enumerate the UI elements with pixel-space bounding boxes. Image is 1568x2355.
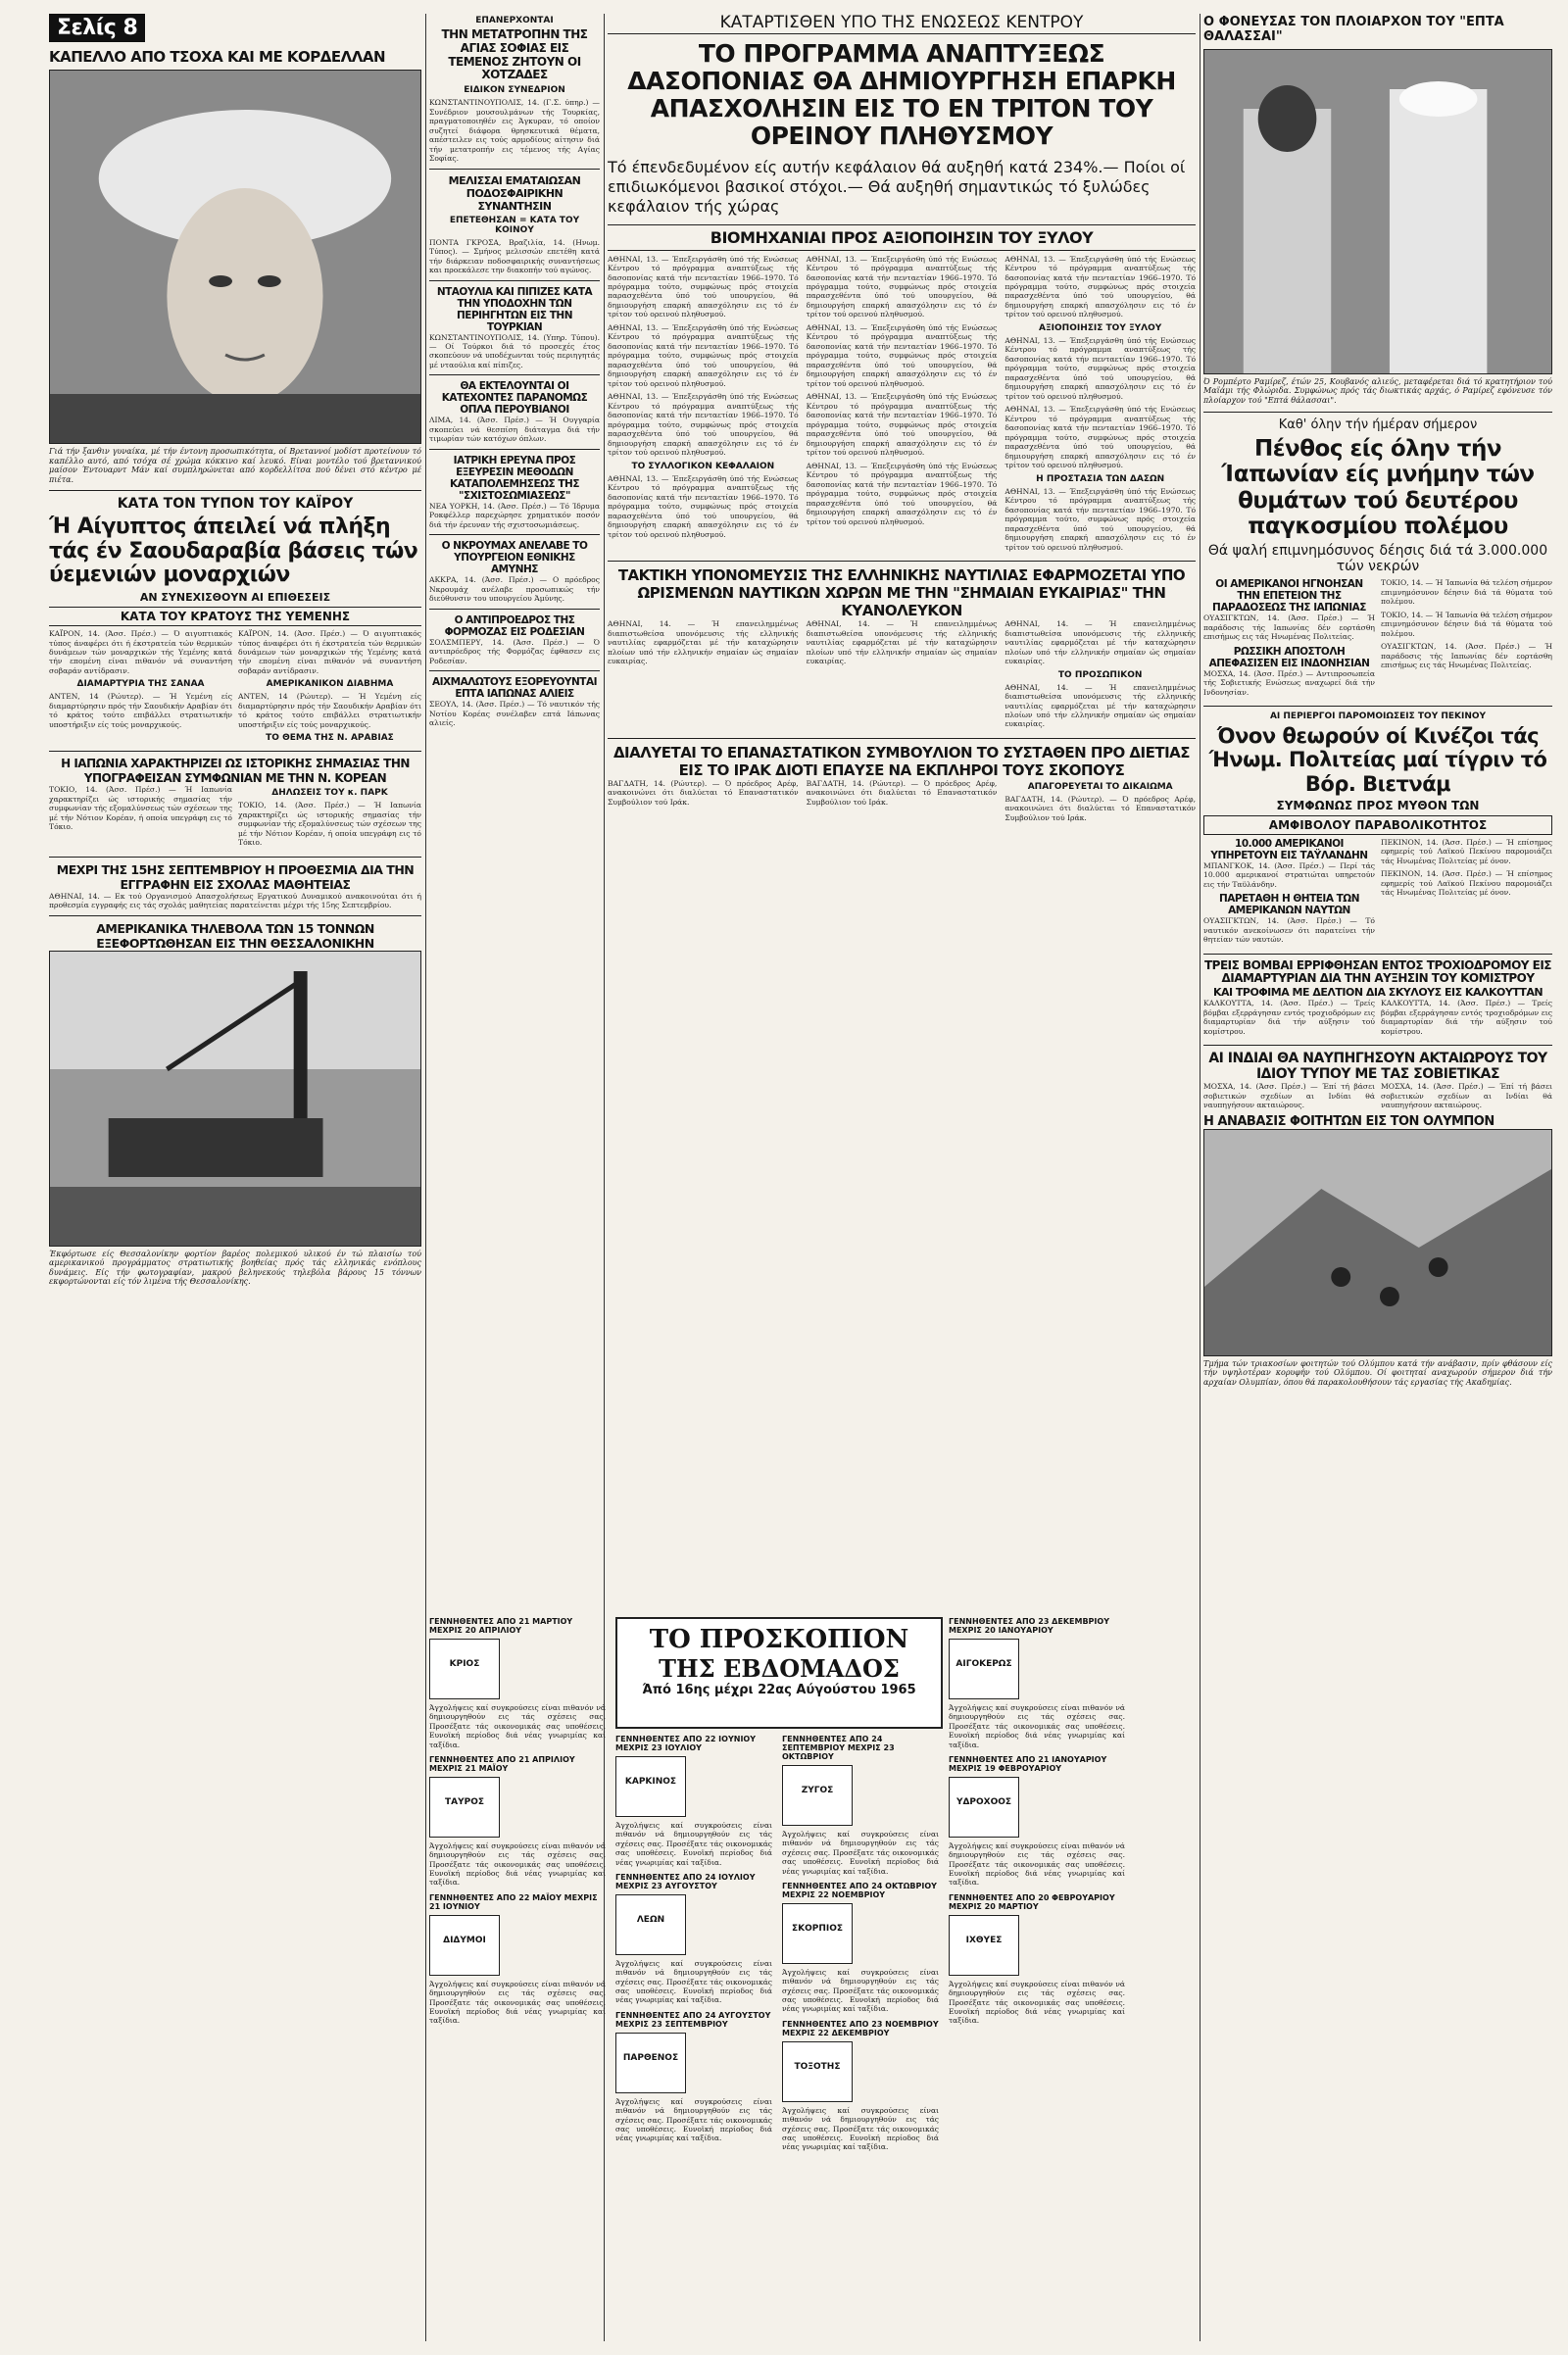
- headline-guns: ΑΜΕΡΙΚΑΝΙΚΑ ΤΗΛΕΒΟΛΑ ΤΩΝ 15 ΤΟΝΝΩΝ ΕΞΕΦΟΡΤΩΘΗΣΑΝ ΕΙΣ ΤΗΝ ΘΕΣΣΑΛΟΝΙΚΗΝ: [96, 920, 374, 951]
- zodiac-period: ΓΕΝΝΗΘΕΝΤΕΣ ΑΠΟ 22 ΙΟΥΝΙΟΥ ΜΕΧΡΙΣ 23 ΙΟΥΛΙΟΥ: [615, 1735, 757, 1752]
- article-body: ΑΘΗΝΑΙ, 13. — Έπεξειργάσθη ύπό τής Ενώσεως Κέντρου τό πρόγραμμα αναπτύξεως τής δασοπονίας κατά τήν πενταετίαν 1966–1970. Τό πρόγραμμα τούτο, συμφώνως πρός στοιχεία παρασχεθέντα ύπό τού υπουργείου, θά δημιουργήση επαρκή απασχόλησιν εις τό έν τρίτον τού ορεινού πληθυσμού.: [1004, 486, 1196, 552]
- zodiac-period: ΓΕΝΝΗΘΕΝΤΕΣ ΑΠΟ 24 ΑΥΓΟΥΣΤΟΥ ΜΕΧΡΙΣ 23 ΣΕΠΤΕΜΒΡΙΟΥ: [615, 2010, 771, 2029]
- gemini-icon: [429, 1915, 500, 1976]
- subhead: ΤΟ ΣΥΛΛΟΓΙΚΟΝ ΚΕΦΑΛΑΙΟΝ: [631, 461, 775, 471]
- article-body: ΑΘΗΝΑΙ, 13. — Έπεξειργάσθη ύπό τής Ενώσεως Κέντρου τό πρόγραμμα αναπτύξεως τής δασοπονίας κατά τήν πενταετίαν 1966–1970. Τό πρόγραμμα τούτο, συμφώνως πρός στοιχεία παρασχεθέντα ύπό τού υπουργείου, θά δημιουργήση επαρκή απασχόλησιν εις τό έν τρίτον τού ορεινού πληθυσμού.: [1004, 254, 1196, 319]
- article-body: ΤΟΚΙΟ, 14. (Άσσ. Πρέσ.) — Ή Ιαπωνία χαρακτηρίζει ώς ιστορικής σημασίας τήν συμφωνίαν τής εξομαλύνσεως τών σχέσεων της μέ τήν Νότιον Κορέαν, ή οποία υπεγράφη εις τό Τόκιο.: [49, 785, 232, 832]
- photo-caption-guns: Έκφόρτωσε είς Θεσσαλονίκην φορτίον βαρέος πολεμικού υλικού έν τώ πλαισίω τού αμερικανικού προγράμματος στρατιωτικής βοηθείας πρός τάς ελληνικάς ενόπλους δυνάμεις. Είς τήν φωτογραφίαν, μακρού βεληνεκούς τηλεβόλα βάρους 15 τόννων εκφορτώνονται είς τόν λιμένα τής Θεσσαλονίκης.: [49, 1249, 421, 1287]
- article-body: ΣΟΛΣΜΠΕΡΥ, 14. (Άσσ. Πρέσ.) — Ό αντιπρόεδρος τής Φορμόζας έφθασεν εις Ροδεσίαν.: [429, 637, 600, 665]
- sign-label: ΛΕΩΝ: [636, 1914, 665, 1925]
- sign-label: ΖΥΓΟΣ: [801, 1786, 834, 1795]
- headline-medical: ΙΑΤΡΙΚΗ ΕΡΕΥΝΑ ΠΡΟΣ ΕΞΕΥΡΕΣΙΝ ΜΕΘΟΔΩΝ ΚΑΤΑΠΟΛΕΜΗΣΕΩΣ ΤΗΣ "ΣΧΙΣΤΟΣΩΜΙΑΣΕΩΣ": [449, 454, 580, 502]
- headline-killer: Ο ΦΟΝΕΥΣΑΣ ΤΟΝ ΠΛΟΙΑΡΧΟΝ ΤΟΥ "ΕΠΤΑ ΘΑΛΑΣΣΑΙ": [1203, 15, 1504, 44]
- horoscope-text: Άγχολήψεις καί συγκρούσεις είναι πιθανόν νά δημιουργηθούν εις τάς σχέσεις σας. Προσέξατε τάς οικονομικάς σας υποθέσεις. Ευνοϊκή περίοδος διά νέας γνωριμίας καί ταξίδια.: [429, 1703, 606, 1749]
- virgo-icon: [615, 2033, 686, 2093]
- kicker-all-day: Καθ' όλην τήν ήμέραν σήμερον: [1278, 417, 1478, 432]
- article-body: ΠΕΚΙΝΟΝ, 14. (Άσσ. Πρέσ.) — Ή επίσημος εφημερίς τού Λαϊκού Πεκίνου παρομοιάζει τάς Ηνωμένας Πολιτείας μέ όνον.: [1381, 837, 1552, 865]
- horoscope-panel: [429, 1617, 1409, 2347]
- article-body: ΣΕΟΥΛ, 14. (Άσσ. Πρέσ.) — Τό ναυτικόν τής Νοτίου Κορέας συνέλαβεν επτά Ιάπωνας αλιείς.: [429, 700, 600, 728]
- column-4: [1203, 0, 1552, 1394]
- headline-thailand: 10.000 ΑΜΕΡΙΚΑΝΟΙ ΥΠΗΡΕΤΟΥΝ ΕΙΣ ΤΑΫΛΑΝΔΗΝ: [1210, 837, 1368, 861]
- article-body: ΑΘΗΝΑΙ, 13. — Έπεξειργάσθη ύπό τής Ενώσεως Κέντρου τό πρόγραμμα αναπτύξεως τής δασοπονίας κατά τήν πενταετίαν 1966–1970. Τό πρόγραμμα τούτο, συμφώνως πρός στοιχεία παρασχεθέντα ύπό τού υπουργείου, θά δημιουργήση επαρκή απασχόλησιν εις τό έν τρίτον τού ορεινού πληθυσμού.: [608, 322, 799, 388]
- column-rule: [425, 14, 426, 2341]
- headline-calcutta-bombs: ΤΡΕΙΣ ΒΟΜΒΑΙ ΕΡΡΙΦΘΗΣΑΝ ΕΝΤΟΣ ΤΡΟΧΙΟΔΡΟΜΟΥ ΕΙΣ ΔΙΑΜΑΡΤΥΡΙΑΝ ΔΙΑ ΤΗΝ ΑΥΞΗΣΙΝ ΤΟΥ ΚΟΜΙΣΤΡΟΥ: [1203, 957, 1552, 986]
- zodiac-period: ΓΕΝΝΗΘΕΝΤΕΣ ΑΠΟ 24 ΙΟΥΛΙΟΥ ΜΕΧΡΙΣ 23 ΑΥΓΟΥΣΤΟΥ: [615, 1872, 756, 1890]
- kicker-centre-union: ΚΑΤΑΡΤΙΣΘΕΝ ΥΠΟ ΤΗΣ ΕΝΩΣΕΩΣ ΚΕΝΤΡΟΥ: [608, 14, 1196, 34]
- sign-label: ΚΑΡΚΙΝΟΣ: [624, 1777, 677, 1787]
- zodiac-period: ΓΕΝΝΗΘΕΝΤΕΣ ΑΠΟ 23 ΝΟΕΜΒΡΙΟΥ ΜΕΧΡΙΣ 22 ΔΕΚΕΜΒΡΙΟΥ: [782, 2019, 939, 2037]
- headline-formosa: Ο ΑΝΤΙΠΡΟΕΔΡΟΣ ΤΗΣ ΦΟΡΜΟΖΑΣ ΕΙΣ ΡΟΔΕΣΙΑΝ: [444, 613, 585, 638]
- headline-olympus: Η ΑΝΑΒΑΣΙΣ ΦΟΙΤΗΤΩΝ ΕΙΣ ΤΟΝ ΟΛΥΜΠΟΝ: [1203, 1113, 1494, 1129]
- sign-label: ΙΧΘΥΕΣ: [965, 1935, 1003, 1945]
- subhead-wood: ΒΙΟΜΗΧΑΝΙΑΙ ΠΡΟΣ ΑΞΙΟΠΟΙΗΣΙΝ ΤΟΥ ΞΥΛΟΥ: [608, 224, 1196, 251]
- deck-memorial: Θά ψαλή επιμνημόσυνος δέησις διά τά 3.000.000 τών νεκρών: [1207, 543, 1548, 575]
- horoscope-text: Άγχολήψεις καί συγκρούσεις είναι πιθανόν νά δημιουργηθούν εις τάς σχέσεις σας. Προσέξατε τάς οικονομικάς σας υποθέσεις. Ευνοϊκή περίοδος διά νέας γνωριμίας καί ταξίδια.: [949, 1979, 1125, 2026]
- pisces-icon: [949, 1915, 1019, 1976]
- subhead: ΑΜΕΡΙΚΑΝΙΚΟΝ ΔΙΑΒΗΜΑ: [266, 679, 394, 690]
- article-body: ΠΕΚΙΝΟΝ, 14. (Άσσ. Πρέσ.) — Ή επίσημος εφημερίς τού Λαϊκού Πεκίνου παρομοιάζει τάς Ηνωμένας Πολιτείας μέ όνον.: [1381, 869, 1552, 898]
- horoscope-text: Άγχολήψεις καί συγκρούσεις είναι πιθανόν νά δημιουργηθούν εις τάς σχέσεις σας. Προσέξατε τάς οικονομικάς σας υποθέσεις. Ευνοϊκή περίοδος διά νέας γνωριμίας καί ταξίδια.: [615, 1821, 772, 1867]
- subhead: ΔΙΑΜΑΡΤΥΡΙΑ ΤΗΣ ΣΑΝΑΑ: [76, 679, 205, 690]
- deck-parable: ΑΜΦΙΒΟΛΟΥ ΠΑΡΑΒΟΛΙΚΟΤΗΤΟΣ: [1203, 815, 1552, 835]
- kicker-peking: ΑΙ ΠΕΡΙΕΡΓΟΙ ΠΑΡΟΜΟΙΩΣΕΙΣ ΤΟΥ ΠΕΚΙΝΟΥ: [1269, 711, 1487, 722]
- horoscope-text: Άγχολήψεις καί συγκρούσεις είναι πιθανόν νά δημιουργηθούν εις τάς σχέσεις σας. Προσέξατε τάς οικονομικάς σας υποθέσεις. Ευνοϊκή περίοδος διά νέας γνωριμίας καί ταξίδια.: [615, 1958, 772, 2005]
- headline-sailors: ΠΑΡΕΤΑΘΗ Η ΘΗΤΕΙΑ ΤΩΝ ΑΜΕΡΙΚΑΝΩΝ ΝΑΥΤΩΝ: [1219, 893, 1359, 917]
- section-tag: Σελίς 8: [49, 14, 145, 42]
- horoscope-text: Άγχολήψεις καί συγκρούσεις είναι πιθανόν νά δημιουργηθούν εις τάς σχέσεις σας. Προσέξατε τάς οικονομικάς σας υποθέσεις. Ευνοϊκή περίοδος διά νέας γνωριμίας καί ταξίδια.: [429, 1979, 606, 2026]
- subhead: ΔΗΛΩΣΕΙΣ ΤΟΥ κ. ΠΑΡΚ: [271, 788, 388, 799]
- photo-caption-olympus: Τμήμα τών τριακοσίων φοιτητών τού Ολύμπου κατά τήν ανάβασιν, πρίν φθάσουν είς τήν υψηλοτέραν κορυφήν τού Ολύμπου. Οί φοιτηταί αναχωρούν σήμερον διά τήν αρχαίαν Ολυμπίαν, όπου θά παρακολουθήσουν τάς εργασίας τής Ακαδημίας.: [1203, 1358, 1552, 1387]
- column-3: [608, 0, 1196, 1607]
- kicker: ΕΠΕΤΕΘΗΣΑΝ = ΚΑΤΑ ΤΟΥ ΚΟΙΝΟΥ: [449, 215, 580, 235]
- horoscope-text: Άγχολήψεις καί συγκρούσεις είναι πιθανόν νά δημιουργηθούν εις τάς σχέσεις σας. Προσέξατε τάς οικονομικάς σας υποθέσεις. Ευνοϊκή περίοδος διά νέας γνωριμίας καί ταξίδια.: [782, 1967, 939, 2014]
- photo-ramirez: [1203, 49, 1552, 374]
- article-body: ΚΑΛΚΟΥΤΤΑ, 14. (Άσσ. Πρέσ.) — Τρείς βόμβαι εξερράγησαν εντός τροχιοδρόμων εις διαμαρτυρίαν διά τήν αύξησιν τού κομίστρου.: [1203, 999, 1375, 1036]
- article-body: ΑΘΗΝΑΙ, 13. — Έπεξειργάσθη ύπό τής Ενώσεως Κέντρου τό πρόγραμμα αναπτύξεως τής δασοπονίας κατά τήν πενταετίαν 1966–1970. Τό πρόγραμμα τούτο, συμφώνως πρός στοιχεία παρασχεθέντα ύπό τού υπουργείου, θά δημιουργήση επαρκή απασχόλησιν εις τό έν τρίτον τού ορεινού πληθυσμού.: [608, 254, 799, 319]
- headline-bees: ΜΕΛΙΣΣΑΙ ΕΜΑΤΑΙΩΣΑΝ ΠΟΔΟΣΦΑΙΡΙΚΗΝ ΣΥΝΑΝΤΗΣΙΝ: [448, 173, 581, 213]
- zodiac-period: ΓΕΝΝΗΘΕΝΤΕΣ ΑΠΟ 24 ΣΕΠΤΕΜΒΡΙΟΥ ΜΕΧΡΙΣ 23 ΟΚΤΩΒΡΙΟΥ: [782, 1735, 895, 1761]
- libra-icon: [782, 1765, 853, 1826]
- article-body: ΑΘΗΝΑΙ, 13. — Έπεξειργάσθη ύπό τής Ενώσεως Κέντρου τό πρόγραμμα αναπτύξεως τής δασοπονίας κατά τήν πενταετίαν 1966–1970. Τό πρόγραμμα τούτο, συμφώνως πρός στοιχεία παρασχεθέντα ύπό τού υπουργείου, θά δημιουργήση επαρκή απασχόλησιν εις τό έν τρίτον τού ορεινού πληθυσμού.: [806, 461, 998, 526]
- photo-olympus-students: [1203, 1129, 1552, 1356]
- headline-donkey-tiger: Όνον θεωρούν οί Κινέζοι τάς Ήνωμ. Πολιτείας μαί τίγριν τό Βόρ. Βιετνάμ: [1208, 724, 1547, 796]
- horoscope-text: Άγχολήψεις καί συγκρούσεις είναι πιθανόν νά δημιουργηθούν εις τάς σχέσεις σας. Προσέξατε τάς οικονομικάς σας υποθέσεις. Ευνοϊκή περίοδος διά νέας γνωριμίας καί ταξίδια.: [949, 1840, 1125, 1888]
- subhead: ΤΟ ΘΕΜΑ ΤΗΣ Ν. ΑΡΑΒΙΑΣ: [266, 733, 394, 744]
- article-body: ΚΩΝΣΤΑΝΤΙΝΟΥΠΟΛΙΣ, 14. (Γ.Σ. ύπηρ.) — Συνέδριον μουσουλμάνων τής Τουρκίας, πραγματοποιηθέν εις Άγκυραν, τό οποίον συζητεί διάφορα θρησκευτικά θέματα, απέστειλεν εις τούς αρμοδίους αίτησιν διά τήν μετατροπήν εις τέμενος τής Αγίας Σοφίας.: [429, 98, 600, 164]
- taurus-icon: [429, 1777, 500, 1838]
- zodiac-period: ΓΕΝΝΗΘΕΝΤΕΣ ΑΠΟ 23 ΔΕΚΕΜΒΡΙΟΥ ΜΕΧΡΙΣ 20 ΙΑΝΟΥΑΡΙΟΥ: [949, 1617, 1109, 1635]
- mountain-illustration: [1204, 1130, 1551, 1355]
- column-1: [49, 0, 421, 1293]
- sign-label: ΤΟΞΟΤΗΣ: [794, 2061, 841, 2072]
- sign-label: ΠΑΡΘΕΝΟΣ: [622, 2052, 679, 2063]
- cancer-icon: [615, 1756, 686, 1817]
- headline-turkey-tourists: ΝΤΑΟΥΛΙΑ ΚΑΙ ΠΙΠΙΖΕΣ ΚΑΤΑ ΤΗΝ ΥΠΟΔΟΧΗΝ ΤΩΝ ΠΕΡΙΗΓΗΤΩΝ ΕΙΣ ΤΗΝ ΤΟΥΡΚΙΑΝ: [436, 285, 593, 333]
- zodiac-period: ΓΕΝΝΗΘΕΝΤΕΣ ΑΠΟ 21 ΙΑΝΟΥΑΡΙΟΥ ΜΕΧΡΙΣ 19 ΦΕΒΡΟΥΑΡΙΟΥ: [949, 1754, 1107, 1773]
- article-body: ΒΑΓΔΑΤΗ, 14. (Ρώυτερ). — Ό πρόεδρος Αρέφ, ανακοινώνει ότι διαλύεται τό Επαναστατικόν Συμβούλιον τού Ιράκ.: [806, 778, 998, 807]
- column-2: [429, 0, 600, 1607]
- aquarius-icon: [949, 1777, 1019, 1838]
- headline-dog-rations: ΚΑΙ ΤΡΟΦΙΜΑ ΜΕ ΔΕΛΤΙΟΝ ΔΙΑ ΣΚΥΛΟΥΣ ΕΙΣ ΚΑΛΚΟΥΤΤΑΝ: [1212, 986, 1544, 1000]
- deck-myth: ΣΥΜΦΩΝΩΣ ΠΡΟΣ ΜΥΘΟΝ ΤΩΝ: [1276, 798, 1480, 812]
- article-body: ΑΘΗΝΑΙ, 13. — Έπεξειργάσθη ύπό τής Ενώσεως Κέντρου τό πρόγραμμα αναπτύξεως τής δασοπονίας κατά τήν πενταετίαν 1966–1970. Τό πρόγραμμα τούτο, συμφώνως πρός στοιχεία παρασχεθέντα ύπό τού υπουργείου, θά δημιουργήση επαρκή απασχόλησιν εις τό έν τρίτον τού ορεινού πληθυσμού.: [806, 322, 998, 388]
- headline-nkrumah: Ο ΝΚΡΟΥΜΑΧ ΑΝΕΛΑΒΕ ΤΟ ΥΠΟΥΡΓΕΙΟΝ ΕΘΝΙΚΗΣ ΑΜΥΝΗΣ: [441, 540, 588, 576]
- article-body: ΑΝΤΕΝ, 14 (Ρώυτερ). — Ή Υεμένη είς διαμαρτύρησιν πρός τήν Σαουδικήν Αραβίαν ότι τό κράτος τούτο επιβάλλει στρατιωτικήν υποστήριξιν είς τούς μοναρχικούς.: [238, 692, 421, 729]
- horoscope-subtitle: ΤΗΣ ΕΒΔΟΜΑΔΟΣ: [659, 1654, 900, 1683]
- article-body: ΤΟΚΙΟ, 14. — Ή Ίαπωνία θά τελέση σήμερον επιμνημόσυνον δέησιν διά τά θύματα τού πολέμου.: [1381, 610, 1552, 638]
- sign-label: ΥΔΡΟΧΟΟΣ: [956, 1796, 1012, 1807]
- article-body: ΑΘΗΝΑΙ, 14. — Εκ τού Οργανισμού Απασχολήσεως Εργατικού Δυναμικού ανακοινούται ότι ή προθεσμία εγγραφής εις τάς σχολάς μαθητείας παρατείνεται μέχρι τής 15ης Σεπτεμβρίου.: [49, 891, 421, 910]
- article-body: ΜΠΑΝΓΚΟΚ, 14. (Άσσ. Πρέσ.) — Περί τάς 10.000 αμερικανοί στρατιώται υπηρετούν εις τήν Ταϋλάνδην.: [1203, 860, 1375, 889]
- article-body: ΟΥΑΣΙΓΚΤΩΝ, 14. (Άσσ. Πρέσ.) — Τό ναυτικόν ανεκοίνωσεν ότι παρατείνει τήν θητείαν τών ναυτών.: [1203, 916, 1375, 945]
- article-body: ΑΘΗΝΑΙ, 13. — Έπεξειργάσθη ύπό τής Ενώσεως Κέντρου τό πρόγραμμα αναπτύξεως τής δασοπονίας κατά τήν πενταετίαν 1966–1970. Τό πρόγραμμα τούτο, συμφώνως πρός στοιχεία παρασχεθέντα ύπό τού υπουργείου, θά δημιουργήση επαρκή απασχόλησιν εις τό έν τρίτον τού ορεινού πληθυσμού.: [1004, 335, 1196, 401]
- horoscope-text: Άγχολήψεις καί συγκρούσεις είναι πιθανόν νά δημιουργηθούν εις τάς σχέσεις σας. Προσέξατε τάς οικονομικάς σας υποθέσεις. Ευνοϊκή περίοδος διά νέας γνωριμίας καί ταξίδια.: [429, 1840, 606, 1888]
- headline-iraq: ΔΙΑΛΥΕΤΑΙ ΤΟ ΕΠΑΝΑΣΤΑΤΙΚΟΝ ΣΥΜΒΟΥΛΙΟΝ ΤΟ ΣΥΣΤΑΘΕΝ ΠΡΟ ΔΙΕΤΙΑΣ ΕΙΣ ΤΟ ΙΡΑΚ ΔΙΟΤΙ ΕΠΑΥΣΕ ΝΑ ΕΚΠΛΗΡΟΙ ΤΟΥΣ ΣΚΟΠΟΥΣ: [612, 743, 1191, 779]
- article-body: ΠΟΝΤΑ ΓΚΡΟΣΑ, Βραζιλία, 14. (Ηνωμ. Τύπος). — Σμήνος μελισσών επετέθη κατά τήν διάρκειαν ποδοσφαιρικής συναντήσεως και προεκάλεσε την διακοπήν τού αγώνος.: [429, 237, 600, 275]
- dock-illustration: [50, 952, 420, 1246]
- aries-icon: [429, 1639, 500, 1699]
- article-body: ΑΚΚΡΑ, 14. (Άσσ. Πρέσ.) — Ο πρόεδρος Νκρουμάχ ανέλαβε προσωπικώς τήν διεύθυνσιν του υπουργείου Άμύνης.: [429, 575, 600, 604]
- headline-schools: ΜΕΧΡΙ ΤΗΣ 15ΗΣ ΣΕΠΤΕΜΒΡΙΟΥ Η ΠΡΟΘΕΣΜΙΑ ΔΙΑ ΤΗΝ ΕΓΓΡΑΦΗΝ ΕΙΣ ΣΧΟΛΑΣ ΜΑΘΗΤΕΙΑΣ: [56, 861, 415, 892]
- article-body: ΚΩΝΣΤΑΝΤΙΝΟΥΠΟΛΙΣ, 14. (Υπηρ. Τύπου). — Οί Τούρκοι διά τό προσεχές έτος σκοπεύουν νά υποδέχωνται τούς περιηγητάς μέ νταούλια καί πίπιζες.: [429, 332, 600, 369]
- article-body: ΑΘΗΝΑΙ, 14. — Ή επανειλημμένως διαπιστωθείσα υπονόμευσις τής ελληνικής ναυτιλίας εφαρμόζεται μέ τήν καταχώρησιν πλοίων υπό τήν ελληνικήν σημαίαν ώς σημαίαν ευκαιρίας.: [806, 619, 998, 666]
- subhead: ΤΟ ΠΡΟΣΩΠΙΚΟΝ: [1057, 669, 1143, 680]
- arrest-illustration: [1204, 50, 1551, 373]
- article-body: ΤΟΚΙΟ, 14. — Ή Ίαπωνία θά τελέση σήμερον επιμνημόσυνον δέησιν διά τά θύματα τού πολέμου.: [1381, 578, 1552, 607]
- article-body: ΑΘΗΝΑΙ, 13. — Έπεξειργάσθη ύπό τής Ενώσεως Κέντρου τό πρόγραμμα αναπτύξεως τής δασοπονίας κατά τήν πενταετίαν 1966–1970. Τό πρόγραμμα τούτο, συμφώνως πρός στοιχεία παρασχεθέντα ύπό τού υπουργείου, θά δημιουργήση επαρκή απασχόλησιν εις τό έν τρίτον τού ορεινού πληθυσμού.: [608, 473, 799, 539]
- article-body: ΑΘΗΝΑΙ, 14. — Ή επανειλημμένως διαπιστωθείσα υπονόμευσις τής ελληνικής ναυτιλίας εφαρμόζεται μέ τήν καταχώρησιν πλοίων υπό τήν ελληνικήν σημαίαν ώς σημαίαν ευκαιρίας.: [608, 619, 799, 666]
- zodiac-period: ΓΕΝΝΗΘΕΝΤΕΣ ΑΠΟ 20 ΦΕΒΡΟΥΑΡΙΟΥ ΜΕΧΡΙΣ 20 ΜΑΡΤΙΟΥ: [949, 1892, 1115, 1911]
- horoscope-text: Άγχολήψεις καί συγκρούσεις είναι πιθανόν νά δημιουργηθούν εις τάς σχέσεις σας. Προσέξατε τάς οικονομικάς σας υποθέσεις. Ευνοϊκή περίοδος διά νέας γνωριμίας καί ταξίδια.: [782, 1830, 939, 1876]
- horoscope-text: Άγχολήψεις καί συγκρούσεις είναι πιθανόν νά δημιουργηθούν εις τάς σχέσεις σας. Προσέξατε τάς οικονομικάς σας υποθέσεις. Ευνοϊκή περίοδος διά νέας γνωριμίας καί ταξίδια.: [949, 1703, 1125, 1749]
- photo-caption-ramirez: Ό Ρομπέρτο Ραμίρεζ, έτών 25, Κουβανός αλιεύς, μεταφέρεται διά τό κρατητήριον τού Μαϊάμι τής Φλώριδα. Συμφώνως πρός τάς διωκτικάς αρχάς, ό Ραμίρεζ εφόνευσε τόν πλοίαρχον τού "Επτά θάλασσαι".: [1203, 376, 1552, 406]
- headline-americans-surrender: ΟΙ ΑΜΕΡΙΚΑΝΟΙ ΗΓΝΟΗΣΑΝ ΤΗΝ ΕΠΕΤΕΙΟΝ ΤΗΣ ΠΑΡΑΔΟΣΕΩΣ ΤΗΣ ΙΑΠΩΝΙΑΣ: [1212, 578, 1366, 614]
- article-body: ΑΘΗΝΑΙ, 14. — Ή επανειλημμένως διαπιστωθείσα υπονόμευσις τής ελληνικής ναυτιλίας εφαρμόζεται μέ τήν καταχώρησιν πλοίων υπό τήν ελληνικήν σημαίαν ώς σημαίαν ευκαιρίας.: [1004, 682, 1196, 729]
- headline-japan-korea: Η ΙΑΠΩΝΙΑ ΧΑΡΑΚΤΗΡΙΖΕΙ ΩΣ ΙΣΤΟΡΙΚΗΣ ΣΗΜΑΣΙΑΣ ΤΗΝ ΥΠΟΓΡΑΦΕΙΣΑΝ ΣΥΜΦΩΝΙΑΝ ΜΕ ΤΗΝ Ν. ΚΟΡΕΑΝ: [61, 757, 410, 785]
- headline-hat: ΚΑΠΕΛΛΟ ΑΠΟ ΤΣΟΧΑ ΚΑΙ ΜΕ ΚΟΡΔΕΛΛΑΝ: [49, 48, 386, 66]
- zodiac-period: ΓΕΝΝΗΘΕΝΤΕΣ ΑΠΟ 22 ΜΑΪΟΥ ΜΕΧΡΙΣ 21 ΙΟΥΝΙΟΥ: [429, 1892, 598, 1911]
- headline-russian-mission: ΡΩΣΣΙΚΗ ΑΠΟΣΤΟΛΗ ΑΠΕΦΑΣΙΣΕΝ ΕΙΣ ΙΝΔΟΝΗΣΙΑΝ: [1208, 645, 1370, 669]
- article-body: ΒΑΓΔΑΤΗ, 14. (Ρώυτερ). — Ό πρόεδρος Αρέφ, ανακοινώνει ότι διαλύεται τό Επαναστατικόν Συμβούλιον τού Ιράκ.: [1004, 794, 1196, 822]
- deck-forestry: Τό έπενδεδυμένον είς αυτήν κεφάλαιον θά αυξηθή κατά 234%.— Ποίοι οί επιδιωκόμενοι βασικοί στόχοι.— Θά αυξηθή σημαντικώς τό ξυλώδες κεφάλαιον τής χώρας: [608, 157, 1186, 216]
- horoscope-title: ΤΟ ΠΡΟΣΚΟΠΙΟΝ: [649, 1625, 909, 1654]
- capricorn-icon: [949, 1639, 1019, 1699]
- headline-india-ships: ΑΙ ΙΝΔΙΑΙ ΘΑ ΝΑΥΠΗΓΗΣΟΥΝ ΑΚΤΑΙΩΡΟΥΣ ΤΟΥ ΙΔΙΟΥ ΤΥΠΟΥ ΜΕ ΤΑΣ ΣΟΒΙΕΤΙΚΑΣ: [1208, 1051, 1547, 1083]
- headline-japan-mourning: Πένθος είς όλην τήν Ίαπωνίαν είς μνήμην τών θυμάτων τού δευτέρου παγκοσμίου πολέμου: [1221, 435, 1535, 539]
- sign-label: ΣΚΟΡΠΙΟΣ: [791, 1923, 844, 1934]
- article-body: ΑΘΗΝΑΙ, 13. — Έπεξειργάσθη ύπό τής Ενώσεως Κέντρου τό πρόγραμμα αναπτύξεως τής δασοπονίας κατά τήν πενταετίαν 1966–1970. Τό πρόγραμμα τούτο, συμφώνως πρός στοιχεία παρασχεθέντα ύπό τού υπουργείου, θά δημιουργήση επαρκή απασχόλησιν εις τό έν τρίτον τού ορεινού πληθυσμού.: [1004, 405, 1196, 470]
- sign-label: ΚΡΙΟΣ: [449, 1659, 480, 1669]
- article-body: ΜΟΣΧΑ, 14. (Άσσ. Πρέσ.) — Αντιπροσωπεία τής Σοβιετικής Ενώσεως αναχωρεί διά τήν Ινδονησίαν.: [1203, 668, 1375, 697]
- headline-fishermen: ΑΙΧΜΑΛΩΤΟΥΣ ΕΞΟΡΕΥΟΥΝΤΑΙ ΕΠΤΑ ΙΑΠΩΝΑΣ ΑΛΙΕΙΣ: [432, 676, 597, 701]
- article-body: ΑΘΗΝΑΙ, 13. — Έπεξειργάσθη ύπό τής Ενώσεως Κέντρου τό πρόγραμμα αναπτύξεως τής δασοπονίας κατά τήν πενταετίαν 1966–1970. Τό πρόγραμμα τούτο, συμφώνως πρός στοιχεία παρασχεθέντα ύπό τού υπουργείου, θά δημιουργήση επαρκή απασχόλησιν εις τό έν τρίτον τού ορεινού πληθυσμού.: [608, 392, 799, 458]
- headline-forestry: ΤΟ ΠΡΟΓΡΑΜΜΑ ΑΝΑΠΤΥΞΕΩΣ ΔΑΣΟΠΟΝΙΑΣ ΘΑ ΔΗΜΙΟΥΡΓΗΣΗ ΕΠΑΡΚΗ ΑΠΑΣΧΟΛΗΣΙΝ ΕΙΣ ΤΟ ΕΝ ΤΡΙΤΟΝ ΤΟΥ ΟΡΕΙΝΟΥ ΠΛΗΘΥΣΜΟΥ: [627, 38, 1176, 150]
- zodiac-period: ΓΕΝΝΗΘΕΝΤΕΣ ΑΠΟ 21 ΜΑΡΤΙΟΥ ΜΕΧΡΙΣ 20 ΑΠΡΙΛΙΟΥ: [429, 1617, 573, 1635]
- article-body: ΜΟΣΧΑ, 14. (Άσσ. Πρέσ.) — Έπί τή βάσει σοβιετικών σχεδίων αι Ινδίαι θά ναυπηγήσουν ακταιώρους.: [1381, 1082, 1552, 1110]
- sign-label: ΑΙΓΟΚΕΡΩΣ: [956, 1659, 1012, 1669]
- leo-icon: [615, 1894, 686, 1955]
- headline-peru: ΘΑ ΕΚΤΕΛΟΥΝΤΑΙ ΟΙ ΚΑΤΕΧΟΝΤΕΣ ΠΑΡΑΝΟΜΩΣ ΟΠΛΑ ΠΕΡΟΥΒΙΑΝΟΙ: [441, 380, 588, 417]
- article-body: ΟΥΑΣΙΓΚΤΩΝ, 14. (Άσσ. Πρέσ.) — Ή παράδοσις τής Ιαπωνίας δέν εορτάσθη επισήμως εις τάς Ηνωμένας Πολιτείας.: [1203, 613, 1375, 642]
- article-body: ΛΙΜΑ, 14. (Άσσ. Πρέσ.) — Ή Ουγγαρία σκοπεύει νά θεσπίση διάταγμα διά τήν τιμωρίαν τών κατόχων όπλων.: [429, 416, 600, 444]
- horoscope-text: Άγχολήψεις καί συγκρούσεις είναι πιθανόν νά δημιουργηθούν εις τάς σχέσεις σας. Προσέξατε τάς οικονομικάς σας υποθέσεις. Ευνοϊκή περίοδος διά νέας γνωριμίας καί ταξίδια.: [782, 2105, 939, 2152]
- dept: ΕΙΔΙΚΟΝ ΣΥΝΕΔΡΙΟΝ: [464, 85, 565, 96]
- sagittarius-icon: [782, 2041, 853, 2102]
- horoscope-dates: Άπό 16ης μέχρι 22ας Αύγούστου 1965: [642, 1683, 916, 1697]
- horoscope-text: Άγχολήψεις καί συγκρούσεις είναι πιθανόν νά δημιουργηθούν εις τάς σχέσεις σας. Προσέξατε τάς οικονομικάς σας υποθέσεις. Ευνοϊκή περίοδος διά νέας γνωριμίας καί ταξίδια.: [615, 2096, 772, 2143]
- scorpio-icon: [782, 1903, 853, 1964]
- horoscope-title-box: [615, 1617, 943, 1729]
- headline-egypt: Ή Αίγυπτος άπειλεί νά πλήξη τάς έν Σαουδαραβία βάσεις τών ύεμενιών μοναρχιών: [49, 515, 418, 587]
- deck-yemen: ΚΑΤΑ ΤΟΥ ΚΡΑΤΟΥΣ ΤΗΣ ΥΕΜΕΝΗΣ: [49, 607, 421, 626]
- article-body: ΑΘΗΝΑΙ, 13. — Έπεξειργάσθη ύπό τής Ενώσεως Κέντρου τό πρόγραμμα αναπτύξεως τής δασοπονίας κατά τήν πενταετίαν 1966–1970. Τό πρόγραμμα τούτο, συμφώνως πρός στοιχεία παρασχεθέντα ύπό τού υπουργείου, θά δημιουργήση επαρκή απασχόλησιν εις τό έν τρίτον τού ορεινού πληθυσμού.: [806, 392, 998, 458]
- zodiac-period: ΓΕΝΝΗΘΕΝΤΕΣ ΑΠΟ 21 ΑΠΡΙΛΙΟΥ ΜΕΧΡΙΣ 21 ΜΑΪΟΥ: [429, 1754, 575, 1773]
- subhead: ΑΞΙΟΠΟΙΗΣΙΣ ΤΟΥ ΞΥΛΟΥ: [1039, 322, 1162, 333]
- headline-shipping: ΤΑΚΤΙΚΗ ΥΠΟΝΟΜΕΥΣΙΣ ΤΗΣ ΕΛΛΗΝΙΚΗΣ ΝΑΥΤΙΛΙΑΣ ΕΦΑΡΜΟΖΕΤΑΙ ΥΠΟ ΩΡΙΣΜΕΝΩΝ ΝΑΥΤΙΚΩΝ ΧΩΡΩΝ ΜΕ ΤΗΝ "ΣΗΜΑΙΑΝ ΕΥΚΑΙΡΙΑΣ" ΤΗΝ ΚΥΑΝΟΛΕΥΚΟΝ: [617, 566, 1186, 620]
- subhead: ΑΠΑΓΟΡΕΥΕΤΑΙ ΤΟ ΔΙΚΑΙΩΜΑ: [1027, 781, 1173, 792]
- article-body: ΒΑΓΔΑΤΗ, 14. (Ρώυτερ). — Ό πρόεδρος Αρέφ, ανακοινώνει ότι διαλύεται τό Επαναστατικόν Συμβούλιον τού Ιράκ.: [608, 778, 799, 807]
- article-body: ΑΝΤΕΝ, 14 (Ρώυτερ). — Ή Υεμένη είς διαμαρτύρησιν πρός τήν Σαουδικήν Αραβίαν ότι τό κράτος τούτο επιβάλλει στρατιωτικήν υποστήριξιν είς τούς μοναρχικούς.: [49, 692, 232, 729]
- article-body: ΤΟΚΙΟ, 14. (Άσσ. Πρέσ.) — Ή Ιαπωνία χαρακτηρίζει ώς ιστορικής σημασίας τήν συμφωνίαν τής εξομαλύνσεως τών σχέσεων της μέ τήν Νότιον Κορέαν, ή οποία υπεγράφη εις τό Τόκιο.: [238, 801, 421, 848]
- rubric-cairo: ΚΑΤΑ ΤΟΝ ΤΥΠΟΝ ΤΟΥ ΚΑΪΡΟΥ: [117, 496, 354, 513]
- article-body: ΑΘΗΝΑΙ, 13. — Έπεξειργάσθη ύπό τής Ενώσεως Κέντρου τό πρόγραμμα αναπτύξεως τής δασοπονίας κατά τήν πενταετίαν 1966–1970. Τό πρόγραμμα τούτο, συμφώνως πρός στοιχεία παρασχεθέντα ύπό τού υπουργείου, θά δημιουργήση επαρκή απασχόλησιν εις τό έν τρίτον τού ορεινού πληθυσμού.: [806, 254, 998, 319]
- sign-label: ΤΑΥΡΟΣ: [444, 1796, 485, 1807]
- article-body: ΚΑΪΡΟΝ, 14. (Άσσ. Πρέσ.) — Ό αιγυπτιακός τύπος άναφέρει ότι ή έκστρατεία τών θερμικών δυνάμεων τών μοναρχικών τής Υεμένης κατά τήν επομένη είναι πιθανόν νά συναντήση σοβαράν αντίδρασιν.: [238, 629, 421, 675]
- kicker-attacks: ΑΝ ΣΥΝΕΧΙΣΘΟΥΝ ΑΙ ΕΠΙΘΕΣΕΙΣ: [139, 591, 331, 605]
- article-body: ΝΕΑ ΥΟΡΚΗ, 14. (Άσσ. Πρέσ.) — Τό Ίδρυμα Ροκφέλλερ παρεχώρησε χρηματικόν ποσόν διά τήν έρευναν τής σχιστοσωμιάσεως.: [429, 501, 600, 529]
- article-body: ΑΘΗΝΑΙ, 14. — Ή επανειλημμένως διαπιστωθείσα υπονόμευσις τής ελληνικής ναυτιλίας εφαρμόζεται μέ τήν καταχώρησιν πλοίων υπό τήν ελληνικήν σημαίαν ώς σημαίαν ευκαιρίας.: [1004, 619, 1196, 666]
- photo-cannon-unloading: [49, 951, 421, 1247]
- article-body: ΟΥΑΣΙΓΚΤΩΝ, 14. (Άσσ. Πρέσ.) — Ή παράδοσις τής Ιαπωνίας δέν εορτάσθη επισήμως εις τάς Ηνωμένας Πολιτείας.: [1381, 642, 1552, 670]
- kicker: ΕΠΑΝΕΡΧΟΝΤΑΙ: [475, 16, 554, 25]
- portrait-illustration: [50, 71, 420, 443]
- sign-label: ΔΙΔΥΜΟΙ: [443, 1935, 486, 1945]
- photo-caption-hat: Γιά τήν ξανθιν γυναίκα, μέ τήν έντονη προσωπικότητα, οί Βρεταννοί μοδίστ προτείνουν τό καπέλλο αυτό, από τσόχα σέ χρώμα κόκκινο καί λευκό. Είναι μοντέλο τού βρεταννικού μαίσον Έντουαρντ Μάν καί συμπληρώνεται από κορδελλίτσα πού δένει στό κέντρο μέ πιέτα.: [49, 447, 421, 484]
- zodiac-period: ΓΕΝΝΗΘΕΝΤΕΣ ΑΠΟ 24 ΟΚΤΩΒΡΙΟΥ ΜΕΧΡΙΣ 22 ΝΟΕΜΒΡΙΟΥ: [782, 1881, 937, 1899]
- article-body: ΚΑΛΚΟΥΤΤΑ, 14. (Άσσ. Πρέσ.) — Τρείς βόμβαι εξερράγησαν εντός τροχιοδρόμων εις διαμαρτυρίαν διά τήν αύξησιν τού κομίστρου.: [1381, 999, 1552, 1036]
- photo-woman-hat: [49, 70, 421, 444]
- subhead: Η ΠΡΟΣΤΑΣΙΑ ΤΩΝ ΔΑΣΩΝ: [1036, 473, 1165, 484]
- headline-hagia-sophia: ΤΗΝ ΜΕΤΑΤΡΟΠΗΝ ΤΗΣ ΑΓΙΑΣ ΣΟΦΙΑΣ ΕΙΣ ΤΕΜΕΝΟΣ ΖΗΤΟΥΝ ΟΙ ΧΟΤΖΑΔΕΣ: [441, 27, 588, 82]
- article-body: ΜΟΣΧΑ, 14. (Άσσ. Πρέσ.) — Έπί τή βάσει σοβιετικών σχεδίων αι Ινδίαι θά ναυπηγήσουν ακταιώρους.: [1203, 1082, 1375, 1110]
- article-body: ΚΑΪΡΟΝ, 14. (Άσσ. Πρέσ.) — Ό αιγυπτιακός τύπος άναφέρει ότι ή έκστρατεία τών θερμικών δυνάμεων τών μοναρχικών τής Υεμένης κατά τήν επομένη είναι πιθανόν νά συναντήση σοβαράν αντίδρασιν.: [49, 629, 232, 675]
